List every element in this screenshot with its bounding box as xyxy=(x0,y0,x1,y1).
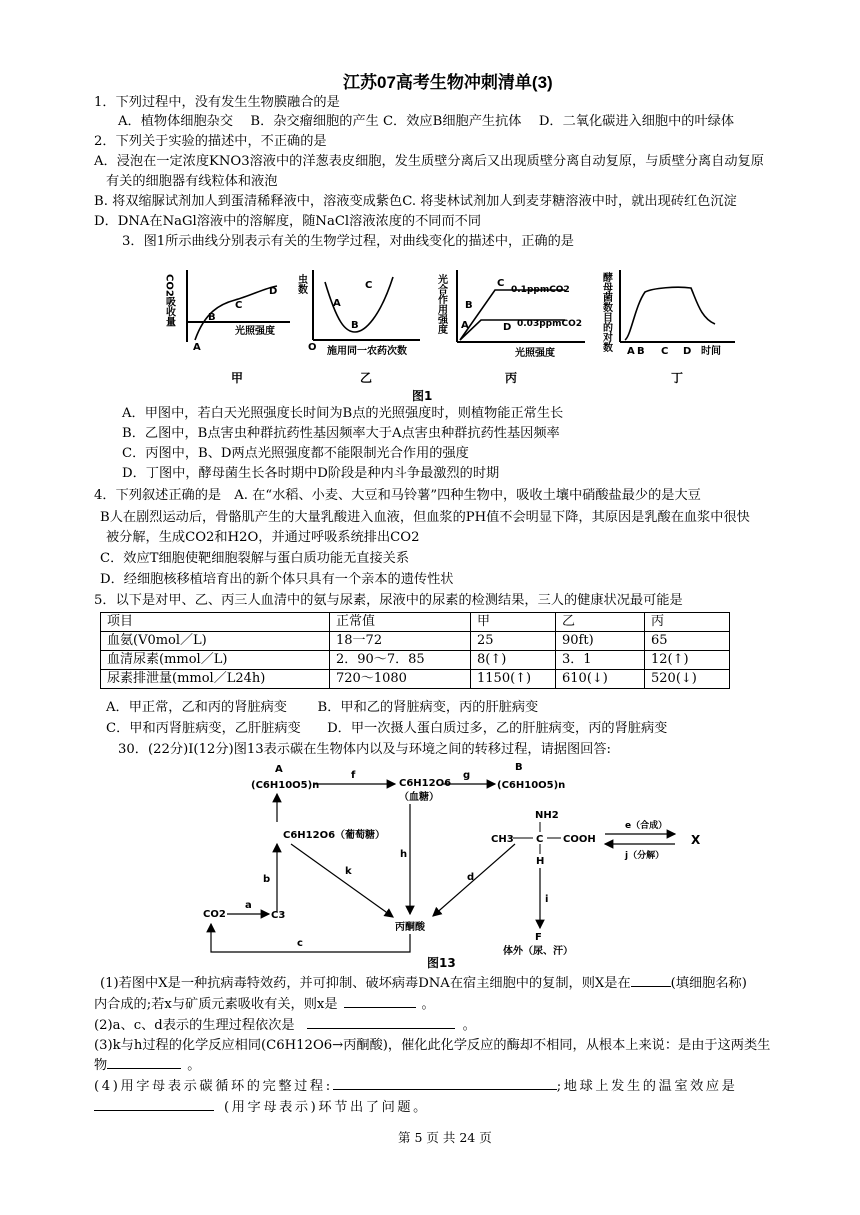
svg-text:D: D xyxy=(503,322,512,333)
arrow-d: d xyxy=(467,872,475,883)
jia-x-label: 光照强度 xyxy=(235,326,275,337)
svg-text:C: C xyxy=(365,280,373,291)
table-row xyxy=(101,651,730,670)
node-co2: CO2 xyxy=(203,909,226,920)
svg-text:B: B xyxy=(208,312,216,323)
q2-option-b: B. 将双缩脲试剂加人到蛋清稀释液中，溶液变成紫色C. 将斐林试剂加人到麦芽糖溶液中时，就出现砖红色沉淀 xyxy=(94,194,737,209)
q30-p1-text-b: (填细胞名称) xyxy=(670,976,747,991)
q30-p1-text-a: (1)若图中X是一种抗病毒特效药，并可抑制、破坏病毒DNA在宿主细胞中的复制，则X是在 xyxy=(100,976,631,991)
q4-option-b2: 被分解，生成CO2和H2O，并通过呼吸系统排出CO2 xyxy=(106,530,420,545)
table-cell: 610(↓) xyxy=(556,670,645,689)
table-cell: 尿素排泄量(mmol／L24h) xyxy=(101,670,330,689)
answer-blank-6[interactable] xyxy=(94,1110,214,1111)
ding-y-label: 酵母菌数目的对数 xyxy=(600,272,612,352)
table-cell: 12(↑) xyxy=(645,651,730,670)
answer-blank-2[interactable] xyxy=(344,1007,416,1008)
q30-p2-text-a: (2)a、c、d表示的生理过程依次是 xyxy=(94,1018,295,1033)
svg-text:A: A xyxy=(461,320,469,331)
graph-yi xyxy=(296,270,421,385)
q30-p3-text-c: 。 xyxy=(187,1058,201,1073)
q30-p4-line2 xyxy=(94,1099,429,1118)
q30-p1-text-d: 。 xyxy=(421,997,435,1012)
q30-p1-line2 xyxy=(94,996,435,1015)
bing-d-label: 0.03ppmCO2 xyxy=(517,319,582,329)
table-header-row xyxy=(101,613,730,632)
q4-option-b1: B人在剧烈运动后，骨骼肌产生的大量乳酸进入血液，但血浆的PH值不会明显下降，其原因是乳酸在血浆中很快 xyxy=(100,510,750,525)
yi-y-label: 虫数 xyxy=(295,274,307,294)
q30-p3-line1: (3)k与h过程的化学反应相同(C6H12O6→丙酮酸)，催化此化学反应的酶却不相同，从根本上来说：是由于这两类生 xyxy=(94,1038,771,1053)
svg-text:C: C xyxy=(497,278,505,289)
table-header: 乙 xyxy=(556,613,645,632)
node-a-formula: (C6H10O5)n xyxy=(251,780,320,791)
svg-text:B: B xyxy=(637,346,645,357)
answer-blank-1[interactable] xyxy=(631,986,671,987)
q30-p1-text-c: 内合成的;若x与矿质元素吸收有关，则x是 xyxy=(94,997,338,1012)
q5-stem: 5．以下是对甲、乙、丙三人血清中的氨与尿素，尿液中的尿素的检测结果，三人的健康状况最可能是 xyxy=(94,593,683,608)
ding-name: 丁 xyxy=(671,371,684,385)
aa-cooh: COOH xyxy=(563,834,596,845)
table-header: 项目 xyxy=(101,613,330,632)
jia-y-label: CO2吸收量 xyxy=(163,274,175,327)
q2-option-a2: 有关的细胞器有线粒体和液泡 xyxy=(106,174,278,189)
table-row xyxy=(101,632,730,651)
q30-p3-line2 xyxy=(94,1057,200,1076)
graph-jia xyxy=(164,270,291,385)
node-f-label: F xyxy=(535,932,542,943)
page-title: 江苏07高考生物冲刺清单(3) xyxy=(343,73,553,92)
node-glucose-note: （血糖） xyxy=(399,792,439,803)
svg-text:C: C xyxy=(661,346,669,357)
q4-option-d: D．经细胞核移植培育出的新个体只具有一个亲本的遗传性状 xyxy=(100,572,454,587)
node-b-formula: (C6H10O5)n xyxy=(497,780,566,791)
node-a-label: A xyxy=(275,764,283,775)
yi-x-label: 施用同一农药次数 xyxy=(327,346,407,357)
bing-x-label: 光照强度 xyxy=(515,348,555,359)
node-glucose-formula: C6H12O6 xyxy=(399,778,452,789)
aa-c: C xyxy=(536,834,544,845)
table-cell: 25 xyxy=(471,632,556,651)
svg-text:A: A xyxy=(333,298,341,309)
node-x: X xyxy=(691,833,701,847)
table-cell: 8(↑) xyxy=(471,651,556,670)
ding-x-label: 时间 xyxy=(701,346,721,357)
q5-options-cd: C．甲和丙肾脏病变，乙肝脏病变 D．甲一次摄人蛋白质过多，乙的肝脏病变，丙的肾脏病变 xyxy=(106,721,668,736)
svg-text:O: O xyxy=(308,342,317,353)
label-synth: e（合成） xyxy=(625,821,668,831)
q30-p1-line1 xyxy=(100,975,747,994)
node-out: 体外（尿、汗） xyxy=(503,946,573,957)
graph-ding xyxy=(601,270,736,385)
jia-name: 甲 xyxy=(231,371,244,385)
bing-c-label: 0.1ppmCO2 xyxy=(511,285,570,295)
svg-text:B: B xyxy=(465,300,473,311)
figure-13-caption: 图13 xyxy=(427,956,456,970)
node-b-label: B xyxy=(515,762,523,773)
aa-nh2: NH2 xyxy=(535,810,559,821)
node-c3: C3 xyxy=(271,910,286,921)
q2-option-a1: A．浸泡在一定浓度KNO3溶液中的洋葱表皮细胞，发生质壁分离后又出现质壁分离自动复原，与质壁分离自动复原 xyxy=(94,154,764,169)
q2-option-d: D．DNA在NaGl溶液中的溶解度，随NaCl溶液浓度的不同而不同 xyxy=(94,214,482,229)
q30-p3-text-b: 物 xyxy=(94,1058,108,1073)
table-header: 甲 xyxy=(471,613,556,632)
svg-text:A: A xyxy=(193,342,201,353)
graph-bing xyxy=(436,270,586,385)
q3-option-d: D．丁图中，酵母菌生长各时期中D阶段是种内斗争最激烈的时期 xyxy=(122,466,500,481)
q30-p2-text-b: 。 xyxy=(462,1018,476,1033)
q3-option-a: A．甲图中，若白天光照强度长时间为B点的光照强度时，则植物能正常生长 xyxy=(122,406,564,421)
table-cell: 720～1080 xyxy=(330,670,471,689)
label-decomp: j（分解） xyxy=(625,851,665,861)
answer-blank-5[interactable] xyxy=(333,1089,557,1090)
q4-stem: 4．下列叙述正确的是 A. 在“水稻、小麦、大豆和马铃薯”四种生物中，吸收土壤中硝酸盐最少的是大豆 xyxy=(94,488,701,503)
q30-p4-line1 xyxy=(94,1078,737,1097)
aa-ch3: CH3 xyxy=(491,834,514,845)
q30-p4-text-c: (用字母表示)环节出了问题。 xyxy=(224,1100,429,1115)
table-cell: 血氨(V0mol／L) xyxy=(101,632,330,651)
page-number: 第 5 页 共 24 页 xyxy=(398,1130,492,1145)
table-cell: 血清尿素(mmol／L) xyxy=(101,651,330,670)
svg-text:C: C xyxy=(235,300,243,311)
q1-stem: 1．下列过程中，没有发生生物膜融合的是 xyxy=(94,95,340,110)
answer-blank-4[interactable] xyxy=(107,1068,181,1069)
arrow-f: f xyxy=(351,770,356,781)
node-grape: C6H12O6（葡萄糖） xyxy=(283,830,386,841)
bing-name: 丙 xyxy=(505,371,518,385)
table-cell: 3．1 xyxy=(556,651,645,670)
svg-text:B: B xyxy=(351,320,359,331)
q30-p4-text-a: (4)用字母表示碳循环的完整过程: xyxy=(94,1079,333,1094)
q1-options: A．植物体细胞杂交 B．杂交瘤细胞的产生 C．效应B细胞产生抗体 D．二氧化碳进入细胞中的叶绿体 xyxy=(118,114,735,129)
aa-h: H xyxy=(536,856,545,867)
table-cell: 90ft) xyxy=(556,632,645,651)
node-pyruvate: 丙酮酸 xyxy=(395,922,425,933)
answer-blank-3[interactable] xyxy=(307,1028,455,1029)
q3-stem: 3．图1所示曲线分别表示有关的生物学过程，对曲线变化的描述中，正确的是 xyxy=(122,234,574,249)
arrow-k: k xyxy=(345,866,352,877)
q3-option-b: B．乙图中，B点害虫种群抗药性基因频率大于A点害虫种群抗药性基因频率 xyxy=(122,426,560,441)
arrow-b: b xyxy=(263,874,271,885)
figure-1 xyxy=(165,262,745,402)
q3-option-c: C．丙图中，B、D两点光照强度都不能限制光合作用的强度 xyxy=(122,446,469,461)
table-cell: 1150(↑) xyxy=(471,670,556,689)
table-cell: 65 xyxy=(645,632,730,651)
svg-text:A: A xyxy=(627,346,635,357)
q30-p4-text-b: ;地球上发生的温室效应是 xyxy=(556,1079,738,1094)
table-header: 丙 xyxy=(645,613,730,632)
figure-1-caption: 图1 xyxy=(412,389,433,403)
yi-name: 乙 xyxy=(360,371,373,385)
q5-table xyxy=(100,612,730,689)
arrow-h: h xyxy=(400,849,408,860)
table-cell: 18一72 xyxy=(330,632,471,651)
table-cell: 520(↓) xyxy=(645,670,730,689)
q30-stem: 30．(22分)I(12分)图13表示碳在生物体内以及与环境之间的转移过程，请据图回答: xyxy=(118,742,611,757)
table-row xyxy=(101,670,730,689)
table-cell: 2．90～7．85 xyxy=(330,651,471,670)
q5-options-ab: A．甲正常，乙和丙的肾脏病变 B．甲和乙的肾脏病变，丙的肝脏病变 xyxy=(106,700,539,715)
arrow-a: a xyxy=(245,900,252,911)
figure-13 xyxy=(195,762,715,972)
q4-option-c: C．效应T细胞使靶细胞裂解与蛋白质功能无直接关系 xyxy=(100,551,410,566)
bing-y-label: 光合作用强度 xyxy=(435,274,447,334)
q30-p2-line xyxy=(94,1017,476,1036)
arrow-i: i xyxy=(545,894,549,905)
q2-stem: 2．下列关于实验的描述中，不正确的是 xyxy=(94,134,327,149)
table-header: 正常值 xyxy=(330,613,471,632)
arrow-c: c xyxy=(297,938,303,949)
svg-text:D: D xyxy=(269,286,278,297)
svg-text:D: D xyxy=(683,346,692,357)
arrow-g: g xyxy=(463,770,471,781)
